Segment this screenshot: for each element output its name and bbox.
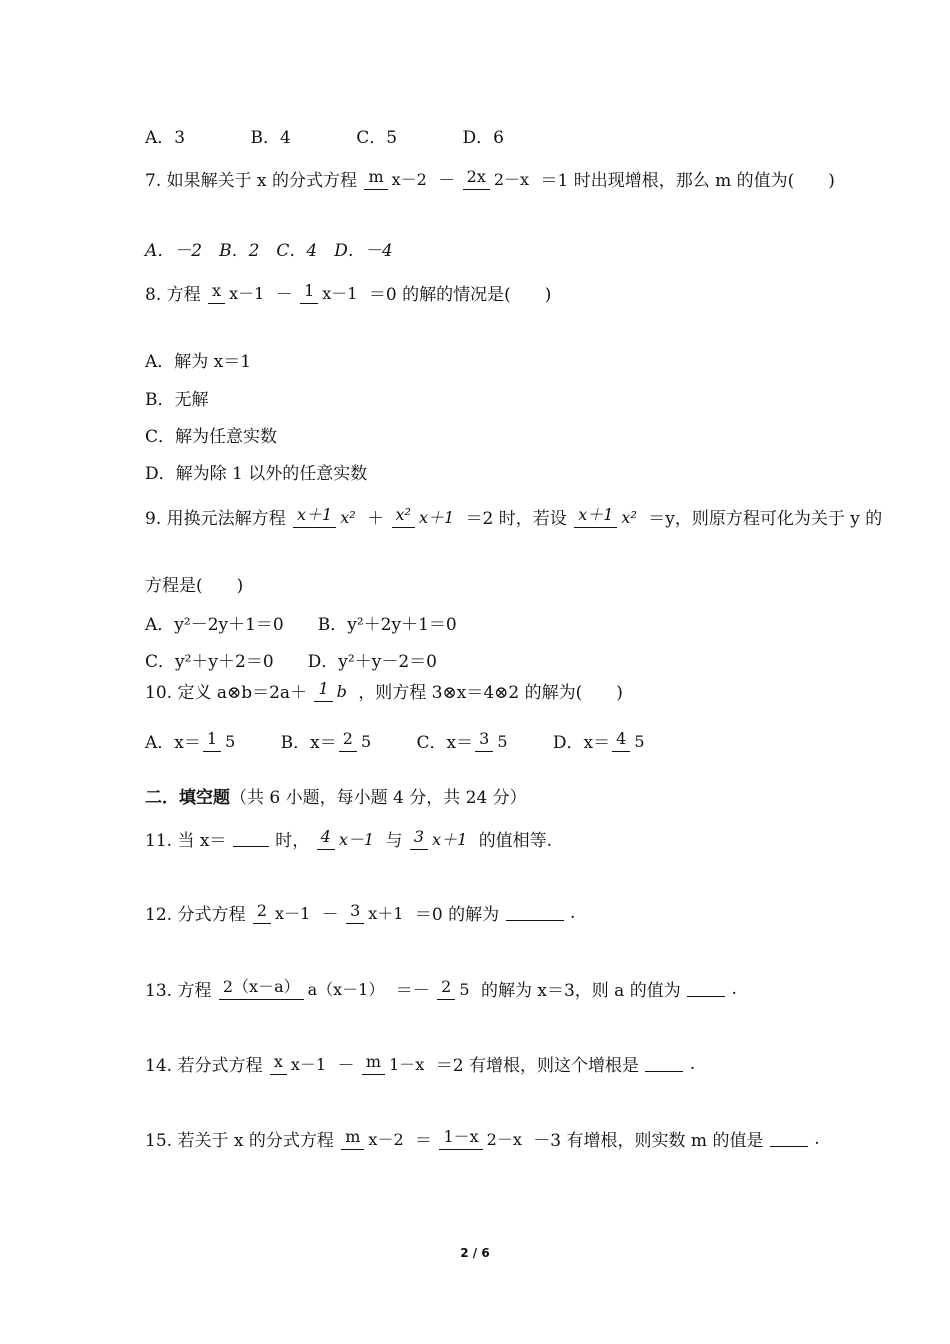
question-9: 9. 用换元法解方程 x＋1 x² ＋ x² x＋1 ＝2 时，若设 x＋1 x² ＝y，则原方程可化为关于 y 的 [145,504,883,529]
fraction: 4 x－1 [317,827,378,850]
section-title: 二．填空题 [145,788,230,808]
fraction: 3 5 [475,729,511,752]
answer-blank[interactable] [233,830,269,847]
q10-options: A．x＝ 1 5 B．x＝ 2 5 C．x＝ 3 5 D．x＝ 4 5 [145,728,651,753]
fraction: x＋1 x² [574,505,641,528]
answer-blank[interactable] [687,980,725,997]
question-15: 15. 若关于 x 的分式方程 m x－2 ＝ 1－x 2－x －3 有增根，则实数 m 的值是 . [145,1126,820,1151]
q8-option-c: C．解为任意实数 [145,427,278,447]
q7-options: A．－2 B．2 C．4 D．－4 [145,241,393,261]
fraction: m x－2 [341,1127,407,1150]
answer-blank[interactable] [770,1130,808,1147]
q6-options [145,123,504,148]
question-8: 8. 方程 x x－1 － 1 x－1 ＝0 的解的情况是( ) [145,280,552,305]
answer-blank[interactable] [506,904,564,921]
page-number: 2 / 6 [460,1246,490,1260]
fraction: m x－2 [364,167,430,190]
fraction: 3 x＋1 [346,901,407,924]
fraction: 2 5 [437,977,473,1000]
fraction: x x－1 [270,1052,330,1075]
q8-option-a: A．解为 x＝1 [145,352,252,372]
question-13: 13. 方程 2（x－a） a（x－1） ＝－ 2 5 的解为 x＝3，则 a 的值为 . [145,976,737,1001]
question-10: 10. 定义 a⊗b＝2a＋ 1 b ，则方程 3⊗x＝4⊗2 的解为( ) [145,678,623,703]
q9-options-cd: C．y²＋y＋2＝0 D．y²＋y－2＝0 [145,652,437,672]
fraction: 4 5 [612,729,648,752]
q9-options-ab: A．y²－2y＋1＝0 B．y²＋2y＋1＝0 [145,615,457,635]
q9-continuation: 方程是( ) [145,576,244,596]
fraction: 3 x＋1 [410,827,471,850]
question-12: 12. 分式方程 2 x－1 － 3 x＋1 ＝0 的解为 . [145,900,576,925]
question-11: 11. 当 x＝ 时， 4 x－1 与 3 x＋1 的值相等. [145,826,553,851]
fraction: 1 5 [203,729,239,752]
fraction: m 1－x [362,1052,428,1075]
fraction: 2（x－a） a（x－1） [219,977,389,1000]
fraction: 1－x 2－x [439,1127,525,1150]
fraction: x＋1 x² [293,505,360,528]
fraction: x² x＋1 [392,505,459,528]
fraction: 2x 2－x [463,167,533,190]
option-d: D．6 [462,128,504,148]
answer-blank[interactable] [645,1055,683,1072]
question-14: 14. 若分式方程 x x－1 － m 1－x ＝2 有增根，则这个增根是 . [145,1051,696,1076]
section-desc: （共 6 小题，每小题 4 分，共 24 分） [230,788,527,808]
section-heading [145,783,527,808]
fraction: x x－1 [208,281,268,304]
option-a: A．3 [145,128,186,148]
q8-option-d: D．解为除 1 以外的任意实数 [145,464,368,484]
fraction: 2 5 [339,729,375,752]
q8-option-b: B．无解 [145,390,209,410]
fraction: 1 x－1 [300,281,361,304]
question-7: 7. 如果解关于 x 的分式方程 m x－2 － 2x 2－x ＝1 时出现增根，那么 m 的值为( ) [145,166,835,191]
option-b: B．4 [250,128,291,148]
fraction: 2 x－1 [253,901,314,924]
fraction: 1 b [314,679,350,702]
option-c: C．5 [356,128,398,148]
